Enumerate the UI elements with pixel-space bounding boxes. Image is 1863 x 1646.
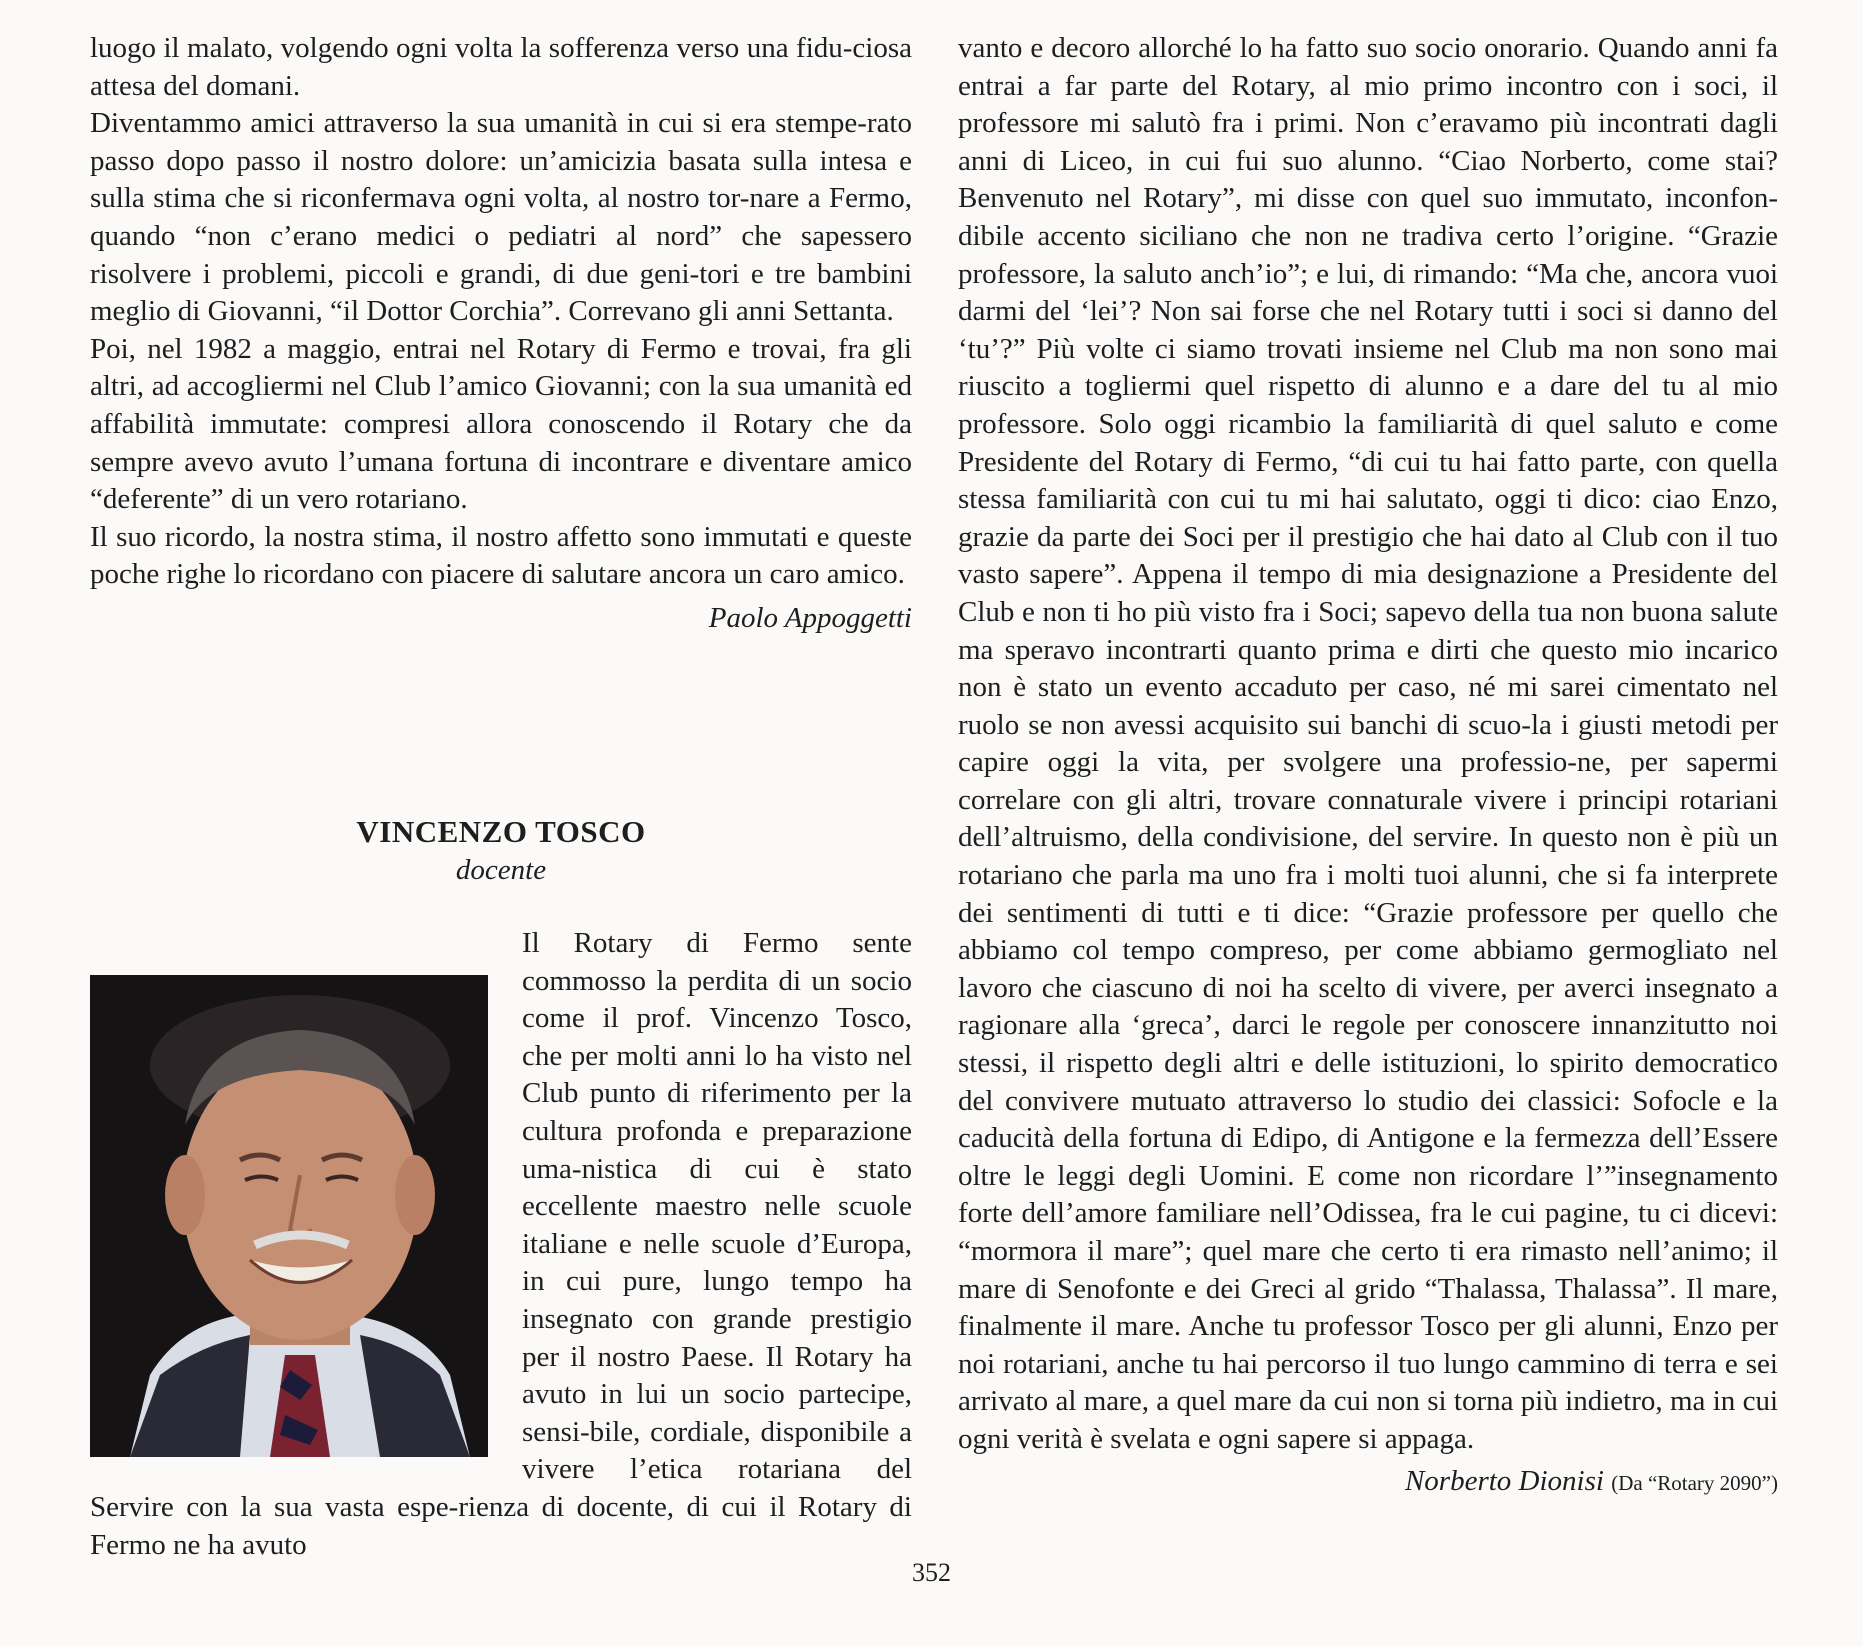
right-column: [958, 30, 1778, 1502]
left-column: [90, 30, 912, 638]
paragraph: luogo il malato, volgendo ogni volta la sofferenza verso una fidu-ciosa attesa del domani.: [90, 32, 912, 102]
obituary-heading: [90, 812, 912, 888]
obituary-role: docente: [455, 854, 547, 886]
obituary-name: VINCENZO TOSCO: [356, 814, 646, 849]
portrait-photo-illustration: [90, 975, 488, 1457]
author-signature: [958, 1463, 1778, 1503]
paragraph: Il suo ricordo, la nostra stima, il nostro affetto sono immutati e queste poche righe lo ricordano con piacere di salutare ancora un caro amico.: [90, 520, 912, 591]
paragraph: Diventammo amici attraverso la sua umanità in cui si era stempe-rato passo dopo passo il nostro dolore: un’amicizia basata sulla intesa e sulla stima che si riconfermava ogni volta, al nostro tor-nare a Fermo, quando “non c’erano medici o pediatri al nord” che sapessero risolvere i problemi, piccoli e grandi, di due geni-tori e tre bambini meglio di Giovanni, “il Dottor Corchia”. Correvano gli anni Settanta.: [90, 107, 912, 328]
obituary-body: [90, 925, 912, 1564]
paragraph: vanto e decoro allorché lo ha fatto suo socio onorario. Quando anni fa entrai a far parte del Rotary, al mio primo incontro con i soci, il professore mi salutò fra i primi. Non c’eravamo più incontrati dagli anni di Liceo, in cui fui suo alunno. “Ciao Norberto, come stai? Benvenuto nel Rotary”, mi disse con quel suo immutato, inconfon-dibile accento siciliano che non ne tradiva certo l’origine. “Grazie professore, la saluto anch’io”; e lui, di rimando: “Ma che, ancora vuoi darmi del ‘lei’? Non sai forse che nel Rotary tutti i soci si danno del ‘tu’?” Più volte ci siamo trovati insieme nel Club ma non sono mai riuscito a togliermi quel rispetto di alunno e a dare del tu al mio professore. Solo oggi ricambio la familiarità di quel saluto e come Presidente del Rotary di Fermo, “di cui tu hai fatto parte, con quella stessa familiarità con cui tu mi hai salutato, oggi ti dico: ciao Enzo, grazie da parte dei Soci per il prestigio che hai dato al Club con il tuo vasto sapere”. Appena il tempo di mia designazione a Presidente del Club e non ti ho più visto fra i Soci; sapevo della tua non buona salute ma speravo incontrarti quanto prima e dirti che questo mio incarico non è stato un evento accaduto per caso, né mi sarei cimentato nel ruolo se non avessi acquisito sui banchi di scuo-la i giusti metodi per capire oggi la vita, per svolgere una professio-ne, per sapermi correlare con gli altri, trovare connaturale vivere i principi rotariani dell’altruismo, della condivisione, del servire. In questo non è più un rotariano che parla ma uno fra i molti tuoi alunni, che si fa interprete dei sentimenti di tutti e ti dice: “Grazie professore per quello che abbiamo col tempo compreso, per come abbiamo germogliato nel lavoro che ciascuno di noi ha scelto di vivere, per averci insegnato a ragionare alla ‘greca’, darci le regole per conoscere innanzitutto noi stessi, il rispetto degli altri e delle istituzioni, lo spirito democratico del convivere mutuato attraverso lo studio dei classici: Sofocle e la caducità della fortuna di Edipo, di Antigone e la fermezza dell’Essere oltre le leggi degli Uomini. E come non ricordare l’”insegnamento forte dell’amore familiare nell’Odissea, fra le cui pagine, tu ci dicevi: “mormora il mare”; quel mare che certo ti era rimasto nell’animo; il mare di Senofonte e dei Greci al grido “Thalassa, Thalassa”. Il mare, finalmente il mare. Anche tu professor Tosco per gli alunni, Enzo per noi rotariani, anche tu hai percorso il tuo lungo cammino di terra e sei arrivato al mare, a quel mare da cui non si torna più indietro, ma in cui ogni verità è svelata e ogni sapere si appaga.: [958, 32, 1778, 1455]
paragraph: Poi, nel 1982 a maggio, entrai nel Rotary di Fermo e trovai, fra gli altri, ad accogliermi nel Club l’amico Giovanni; con la sua umanità ed affabilità immutate: compresi allora conoscendo il Rotary che da sempre avevo avuto l’umana fortuna di incontrare e diventare amico “deferente” di un vero rotariano.: [90, 332, 912, 516]
signature-name: Norberto Dionisi: [1404, 1464, 1604, 1497]
signature-source: (Da “Rotary 2090”): [1611, 1470, 1778, 1495]
author-signature: Paolo Appoggetti: [708, 601, 912, 634]
portrait-photo: [90, 975, 488, 1457]
obituary-text: Il Rotary di Fermo sente commosso la perdita di un socio come il prof. Vincenzo Tosco, che per molti anni lo ha visto nel Club punto di riferimento per la cultura profonda e preparazione uma-nistica di cui è stato eccellente maestro nelle scuole italiane e nelle scuole d’Europa, in cui pure, lungo tempo ha insegnato con grande prestigio per il nostro Paese. Il Rotary ha avuto in lui un socio partecipe, sensi-bile, cordiale, disponibile a vivere l’etica rotariana del Servire con la sua vasta espe-rienza di docente, di cui il Rotary di Fermo ne ha avuto: [90, 927, 912, 1561]
page-number: 352: [912, 1558, 951, 1587]
